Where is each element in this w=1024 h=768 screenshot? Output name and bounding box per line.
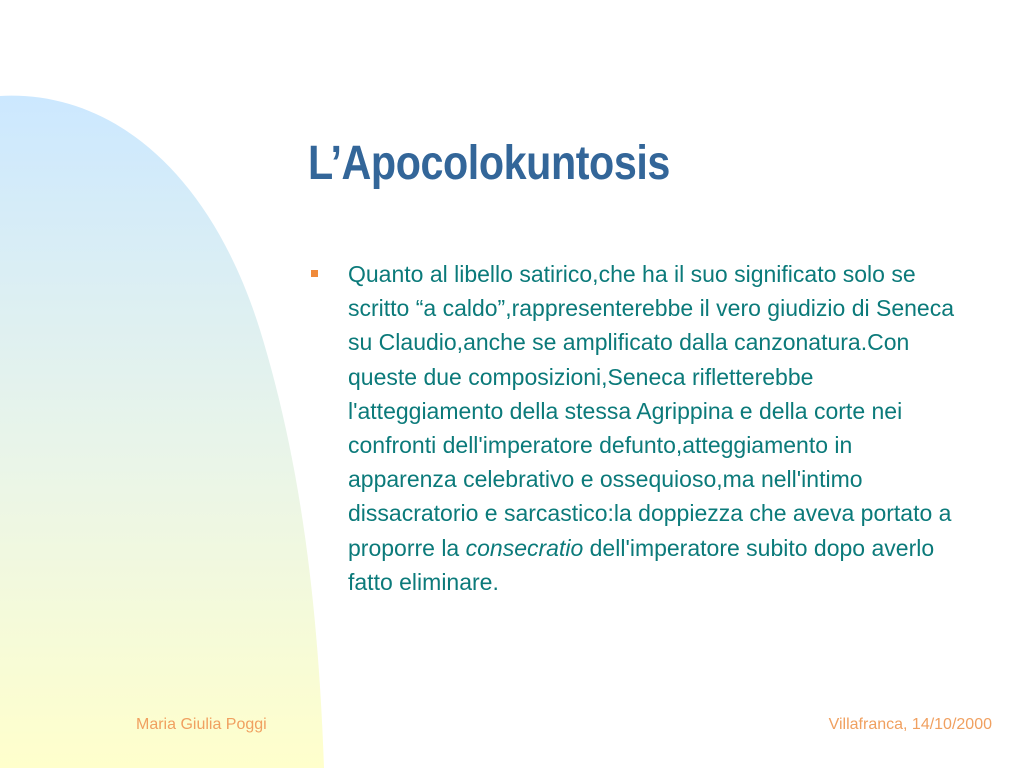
slide-title: L’Apocolokuntosis bbox=[308, 137, 670, 190]
bullet-text-part: Quanto al libello satirico,che ha il suo significato solo se scritto “a caldo”,rappresenterebbe il vero giudizio di Seneca su Claudio,anche se amplificato dalla canzonatura.Con queste due composizioni,Seneca rifletterebbe l'atteggiamento della stessa Agrippina e della corte nei confronti dell'imperatore defunto,atteggiamento in apparenza celebrativo e ossequioso,ma nell'intimo dissacratorio e sarcastico:la doppiezza che aveva portato a proporre la bbox=[348, 261, 954, 561]
square-bullet-icon bbox=[311, 270, 318, 277]
bullet-item bbox=[306, 257, 966, 599]
bullet-text-emphasis: consecratio bbox=[465, 534, 584, 561]
bullet-text bbox=[348, 257, 966, 599]
footer-place-date: Villafranca, 14/10/2000 bbox=[828, 716, 992, 733]
footer-author: Maria Giulia Poggi bbox=[136, 716, 267, 733]
bullet-text-part: dell'imperatore subito dopo averlo fatto eliminare. bbox=[348, 534, 935, 595]
bullet-list bbox=[306, 257, 966, 599]
